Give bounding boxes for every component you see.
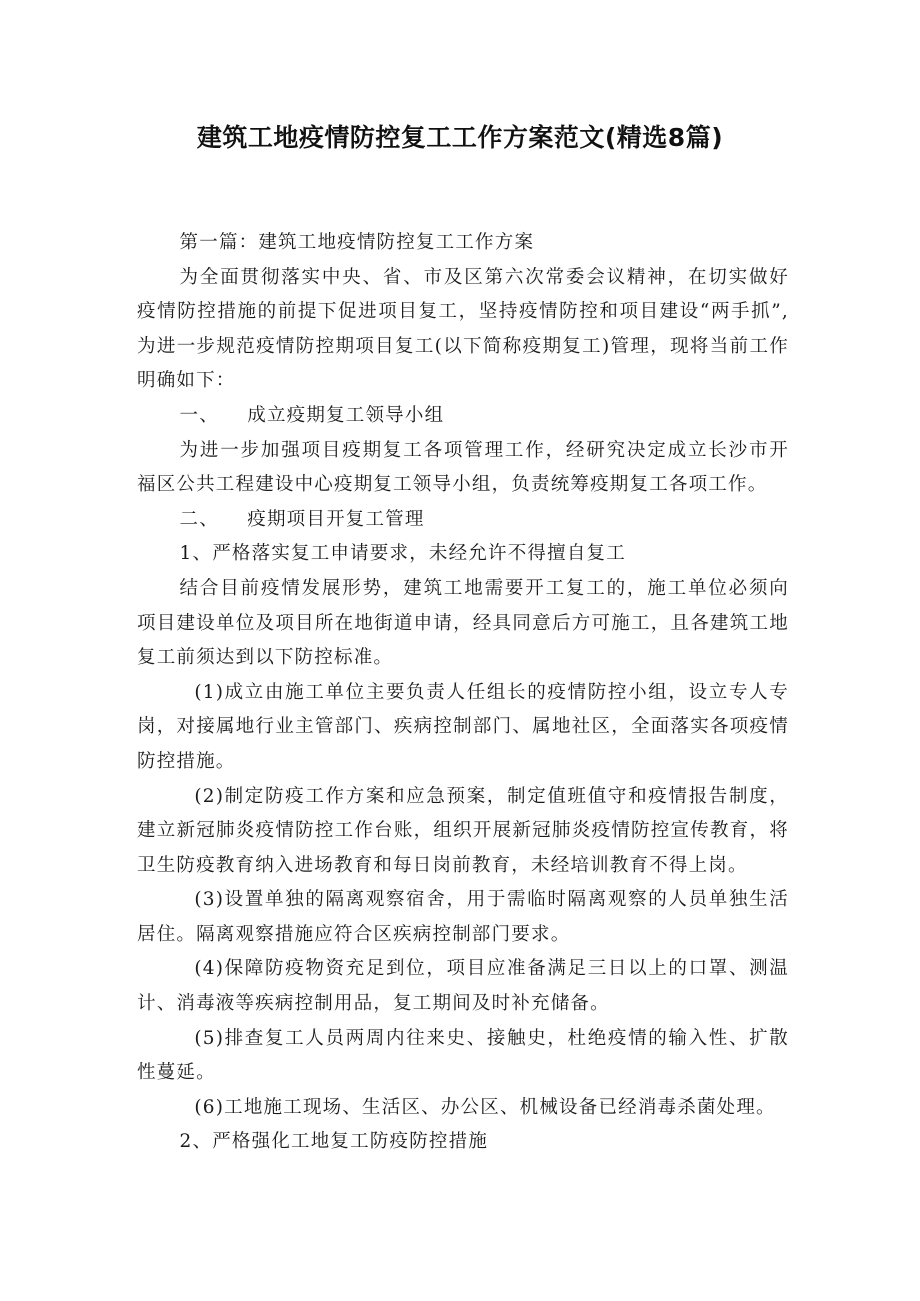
- paragraph: 为全面贯彻落实中央、省、市及区第六次常委会议精神，在切实做好疫情防控措施的前提下促进项目复工，坚持疫情防控和项目建设“两手抓”,为进一步规范疫情防控期项目复工(以下简称疫期复工)管理，现将当前工作明确如下：: [137, 266, 789, 392]
- list-item: (1)成立由施工单位主要负责人任组长的疫情防控小组，设立专人专岗，对接属地行业主管部门、疾病控制部门、属地社区，全面落实各项疫情防控措施。: [137, 681, 789, 772]
- document-title: 建筑工地疫情防控复工工作方案范文(精选8篇): [196, 123, 724, 152]
- document-body: [137, 226, 789, 1160]
- list-item: (6)工地施工现场、生活区、办公区、机械设备已经消毒杀菌处理。: [194, 1096, 776, 1118]
- list-item: (5)排查复工人员两周内往来史、接触史，杜绝疫情的输入性、扩散性蔓延。: [137, 1027, 789, 1084]
- chapter-heading: 第一篇：建筑工地疫情防控复工工作方案: [179, 232, 535, 253]
- subsection-heading: 2、严格强化工地复工防疫防控措施: [179, 1131, 489, 1153]
- section-heading: 一、 成立疫期复工领导小组: [179, 404, 445, 426]
- paragraph: 结合目前疫情发展形势，建筑工地需要开工复工的，施工单位必须向项目建设单位及项目所在地街道申请，经具同意后方可施工，且各建筑工地复工前须达到以下防控标准。: [137, 577, 789, 669]
- subsection-heading: 1、严格落实复工申请要求，未经允许不得擅自复工: [179, 543, 626, 565]
- list-item: (4)保障防疫物资充足到位，项目应准备满足三日以上的口罩、测温计、消毒液等疾病控制用品，复工期间及时补充储备。: [137, 958, 789, 1015]
- list-item: (2)制定防疫工作方案和应急预案，制定值班值守和疫情报告制度，建立新冠肺炎疫情防控工作台账，组织开展新冠肺炎疫情防控宣传教育，将卫生防疫教育纳入进场教育和每日岗前教育，未经培训教育不得上岗。: [137, 785, 789, 876]
- list-item: (3)设置单独的隔离观察宿舍，用于需临时隔离观察的人员单独生活居住。隔离观察措施应符合区疾病控制部门要求。: [137, 889, 789, 945]
- paragraph: 为进一步加强项目疫期复工各项管理工作，经研究决定成立长沙市开福区公共工程建设中心疫期复工领导小组，负责统筹疫期复工各项工作。: [137, 439, 789, 496]
- section-heading: 二、 疫期项目开复工管理: [179, 508, 425, 530]
